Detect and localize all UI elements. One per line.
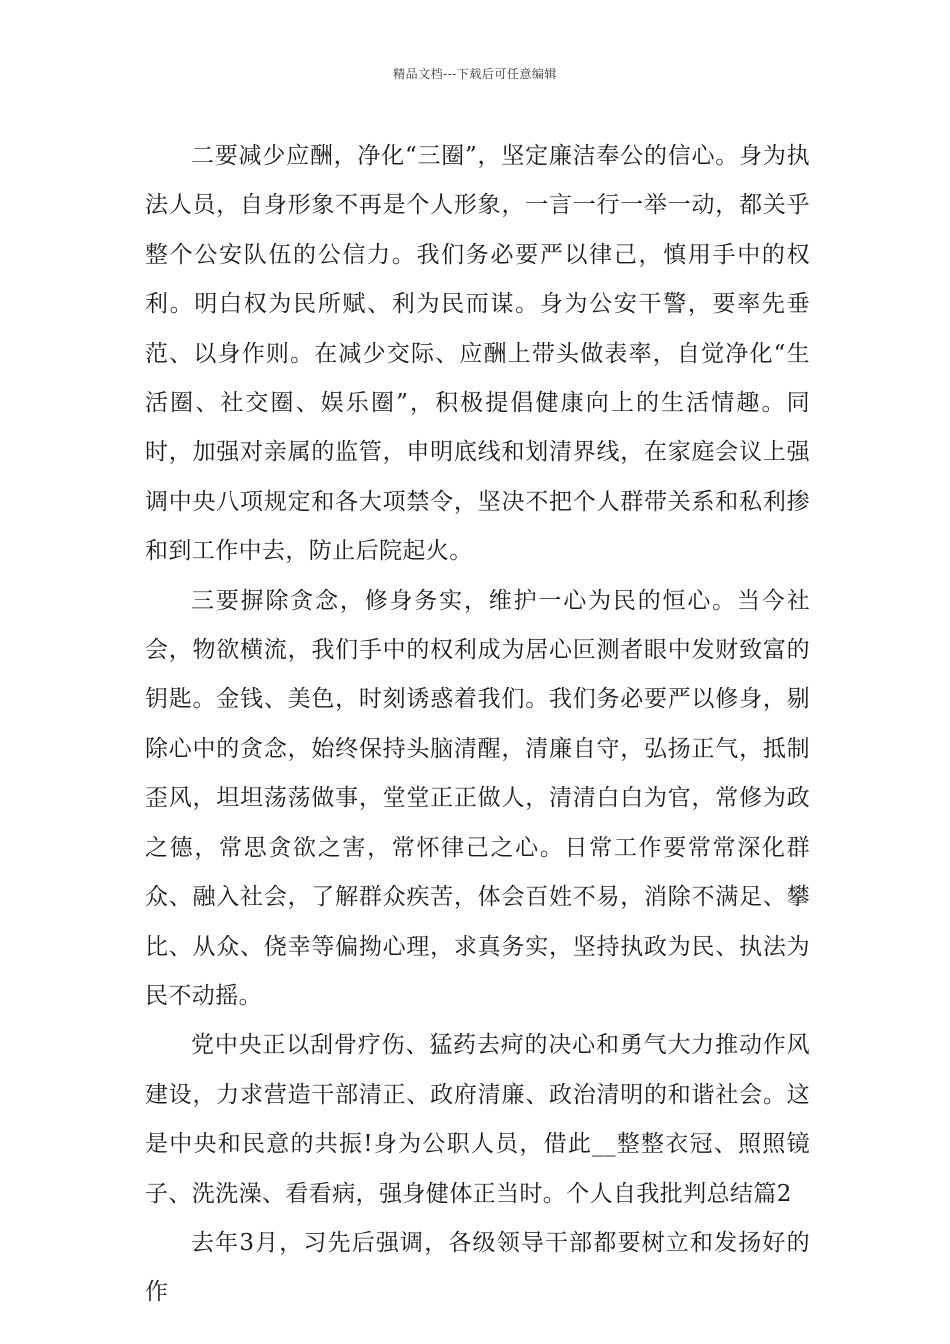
- document-body: [145, 132, 810, 1318]
- paragraph-last-year: 去年3月，习先后强调，各级领导干部都要树立和发扬好的作: [145, 1229, 810, 1306]
- paragraph-party-central: 党中央正以刮骨疗伤、猛药去疴的决心和勇气大力推动作风建设，力求营造干部清正、政府清廉、政治清明的和谐社会。这是中央和民意的共振!身为公职人员，借此__整整衣冠、照照镜子、洗洗澡、看看病，强身健体正当时。个人自我批判总结篇2: [145, 1032, 810, 1207]
- paragraph-reduce-socializing: 二要减少应酬，净化“三圈”，坚定廉洁奉公的信心。身为执法人员，自身形象不再是个人形象，一言一行一举一动，都关乎整个公安队伍的公信力。我们务必要严以律己，慎用手中的权利。明白权为民所赋、利为民而谋。身为公安干警，要率先垂范、以身作则。在减少交际、应酬上带头做表率，自觉净化“生活圈、社交圈、娱乐圈”，积极提倡健康向上的生活情趣。同时，加强对亲属的监管，申明底线和划清界线，在家庭会议上强调中央八项规定和各大项禁令，坚决不把个人群带关系和私利掺和到工作中去，防止后院起火。: [145, 143, 810, 565]
- paragraph-remove-greed: 三要摒除贪念，修身务实，维护一心为民的恒心。当今社会，物欲横流，我们手中的权利成为居心叵测者眼中发财致富的钥匙。金钱、美色，时刻诱惑着我们。我们务必要严以修身，剔除心中的贪念，始终保持头脑清醒，清廉自守，弘扬正气，抵制歪风，坦坦荡荡做事，堂堂正正做人，清清白白为官，常修为政之德，常思贪欲之害，常怀律己之心。日常工作要常常深化群众、融入社会，了解群众疾苦，体会百姓不易，消除不满足、攀比、从众、侥幸等偏拗心理，求真务实，坚持执政为民、执法为民不动摇。: [145, 587, 810, 1009]
- page-header: 精品文档---下载后可任意编辑: [393, 67, 557, 81]
